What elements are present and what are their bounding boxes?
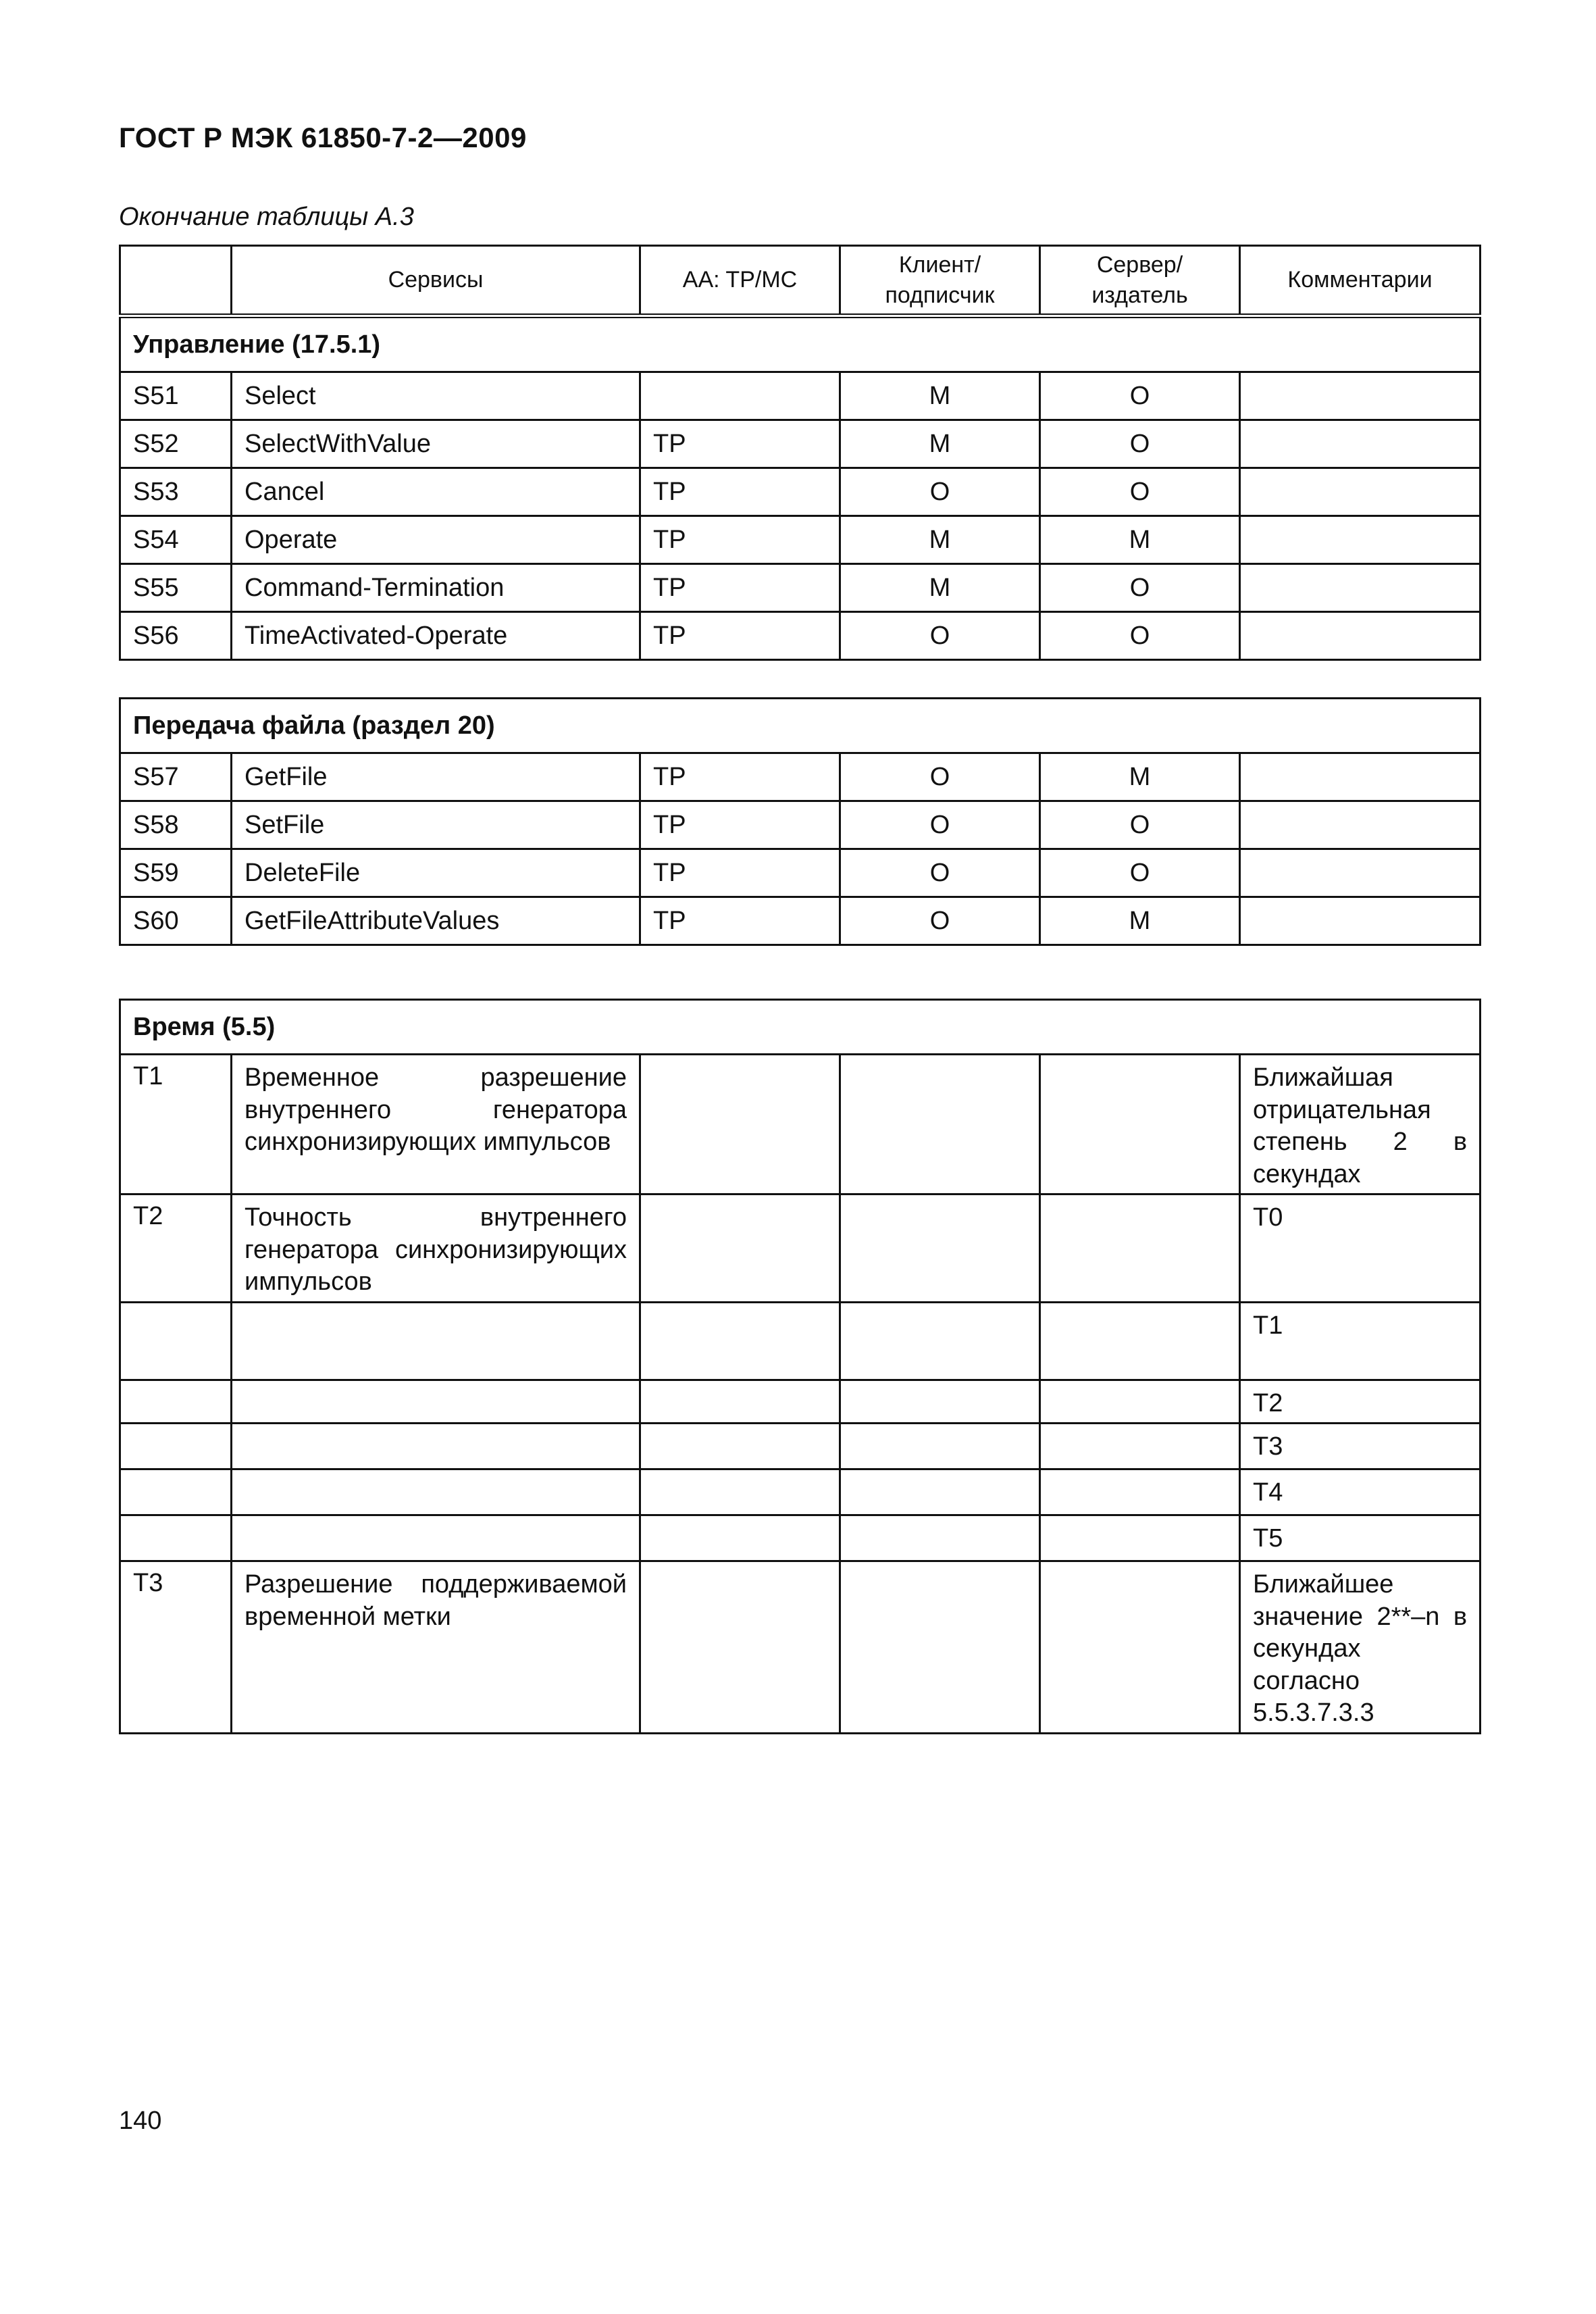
- cell-comment: Ближайшая отрицательная степень 2 в секундах: [1240, 1055, 1481, 1194]
- cell-server: O: [1040, 372, 1240, 420]
- cell-service: Command-Termination: [232, 564, 640, 612]
- cell-service: Точность внутреннего генератора синхронизирующих импульсов: [232, 1194, 640, 1303]
- cell-service: [232, 1380, 640, 1424]
- cell-service: GetFileAttributeValues: [232, 897, 640, 945]
- header-cell-aa: AA: TP/MC: [640, 246, 840, 316]
- cell-id: [120, 1380, 232, 1424]
- cell-id: S57: [120, 753, 232, 801]
- cell-client: [840, 1302, 1040, 1380]
- cell-service: Cancel: [232, 468, 640, 516]
- cell-client: [840, 1194, 1040, 1303]
- cell-server: [1040, 1380, 1240, 1424]
- cell-service: Operate: [232, 516, 640, 564]
- cell-aa: TP: [640, 849, 840, 897]
- table-row: [120, 753, 1481, 801]
- table-row: [120, 897, 1481, 945]
- cell-client: O: [840, 801, 1040, 849]
- cell-comment: [1240, 564, 1481, 612]
- cell-client: O: [840, 897, 1040, 945]
- cell-server: M: [1040, 516, 1240, 564]
- cell-service: [232, 1424, 640, 1469]
- table-row: [120, 1055, 1481, 1194]
- cell-service: SetFile: [232, 801, 640, 849]
- cell-server: O: [1040, 468, 1240, 516]
- cell-server: O: [1040, 420, 1240, 468]
- cell-id: S58: [120, 801, 232, 849]
- cell-server: [1040, 1424, 1240, 1469]
- cell-client: [840, 1469, 1040, 1515]
- table-row: [120, 1302, 1481, 1380]
- cell-id: T2: [120, 1194, 232, 1303]
- cell-client: [840, 1055, 1040, 1194]
- cell-server: O: [1040, 612, 1240, 660]
- header-cell-comments: Комментарии: [1240, 246, 1481, 316]
- table-header-row: [120, 246, 1481, 316]
- cell-id: S56: [120, 612, 232, 660]
- cell-server: [1040, 1469, 1240, 1515]
- cell-comment: T3: [1240, 1424, 1481, 1469]
- cell-client: [840, 1424, 1040, 1469]
- cell-aa: TP: [640, 897, 840, 945]
- table-row: [120, 1194, 1481, 1303]
- table-caption: Окончание таблицы А.3: [119, 203, 414, 231]
- cell-comment: [1240, 612, 1481, 660]
- cell-aa: [640, 1380, 840, 1424]
- cell-client: O: [840, 468, 1040, 516]
- cell-service: SelectWithValue: [232, 420, 640, 468]
- table-row: [120, 1561, 1481, 1734]
- table-row: [120, 420, 1481, 468]
- cell-client: M: [840, 516, 1040, 564]
- cell-client: O: [840, 612, 1040, 660]
- header-cell-id: [120, 246, 232, 316]
- cell-aa: TP: [640, 420, 840, 468]
- cell-id: S59: [120, 849, 232, 897]
- cell-comment: [1240, 801, 1481, 849]
- section-heading-row: [120, 1000, 1481, 1055]
- cell-service: Select: [232, 372, 640, 420]
- cell-aa: TP: [640, 753, 840, 801]
- section-heading: Управление (17.5.1): [120, 316, 1481, 372]
- cell-id: [120, 1424, 232, 1469]
- cell-aa: [640, 1302, 840, 1380]
- cell-aa: [640, 1194, 840, 1303]
- cell-aa: [640, 1055, 840, 1194]
- cell-service: [232, 1515, 640, 1561]
- section-heading: Передача файла (раздел 20): [120, 699, 1481, 753]
- header-cell-server: Сервер/ издатель: [1040, 246, 1240, 316]
- section-heading-row: [120, 699, 1481, 753]
- page-number: 140: [119, 2107, 162, 2135]
- header-cell-services: Сервисы: [232, 246, 640, 316]
- cell-aa: [640, 1561, 840, 1734]
- cell-service: [232, 1469, 640, 1515]
- cell-service: Временное разрешение внутреннего генератора синхронизирующих импульсов: [232, 1055, 640, 1194]
- cell-service: Разрешение поддерживаемой временной метки: [232, 1561, 640, 1734]
- table-row: [120, 801, 1481, 849]
- table-time-section: [119, 999, 1481, 1734]
- cell-comment: T2: [1240, 1380, 1481, 1424]
- table-row: [120, 468, 1481, 516]
- cell-aa: TP: [640, 516, 840, 564]
- cell-aa: TP: [640, 801, 840, 849]
- cell-aa: TP: [640, 612, 840, 660]
- table-row: [120, 1515, 1481, 1561]
- cell-comment: [1240, 516, 1481, 564]
- cell-comment: [1240, 468, 1481, 516]
- cell-server: M: [1040, 753, 1240, 801]
- cell-comment: [1240, 372, 1481, 420]
- cell-comment: T4: [1240, 1469, 1481, 1515]
- cell-id: S52: [120, 420, 232, 468]
- cell-comment: T5: [1240, 1515, 1481, 1561]
- cell-id: S54: [120, 516, 232, 564]
- table-row: [120, 849, 1481, 897]
- table-row: [120, 516, 1481, 564]
- cell-aa: TP: [640, 564, 840, 612]
- table-row: [120, 564, 1481, 612]
- cell-aa: [640, 372, 840, 420]
- table-control-section: [119, 245, 1481, 661]
- section-heading-row: [120, 316, 1481, 372]
- cell-service: TimeActivated-Operate: [232, 612, 640, 660]
- cell-server: [1040, 1302, 1240, 1380]
- cell-comment: T1: [1240, 1302, 1481, 1380]
- cell-aa: [640, 1515, 840, 1561]
- cell-client: [840, 1380, 1040, 1424]
- cell-id: S53: [120, 468, 232, 516]
- table-row: [120, 1424, 1481, 1469]
- cell-client: M: [840, 564, 1040, 612]
- cell-comment: [1240, 849, 1481, 897]
- header-cell-client: Клиент/ подписчик: [840, 246, 1040, 316]
- cell-id: [120, 1469, 232, 1515]
- cell-service: DeleteFile: [232, 849, 640, 897]
- cell-client: [840, 1561, 1040, 1734]
- cell-id: [120, 1302, 232, 1380]
- cell-server: O: [1040, 801, 1240, 849]
- cell-server: M: [1040, 897, 1240, 945]
- table-row: [120, 612, 1481, 660]
- cell-id: S60: [120, 897, 232, 945]
- cell-aa: [640, 1424, 840, 1469]
- cell-server: O: [1040, 564, 1240, 612]
- cell-comment: Ближайшее значение 2**–n в секундах согласно 5.5.3.7.3.3: [1240, 1561, 1481, 1734]
- cell-client: O: [840, 753, 1040, 801]
- table-row: [120, 1380, 1481, 1424]
- table-row: [120, 372, 1481, 420]
- cell-comment: [1240, 420, 1481, 468]
- cell-server: O: [1040, 849, 1240, 897]
- cell-service: GetFile: [232, 753, 640, 801]
- cell-id: T1: [120, 1055, 232, 1194]
- cell-server: [1040, 1055, 1240, 1194]
- cell-client: O: [840, 849, 1040, 897]
- cell-server: [1040, 1561, 1240, 1734]
- cell-id: [120, 1515, 232, 1561]
- table-row: [120, 1469, 1481, 1515]
- cell-id: S51: [120, 372, 232, 420]
- cell-aa: TP: [640, 468, 840, 516]
- cell-id: S55: [120, 564, 232, 612]
- cell-service: [232, 1302, 640, 1380]
- cell-server: [1040, 1515, 1240, 1561]
- cell-id: T3: [120, 1561, 232, 1734]
- table-file-section: [119, 697, 1481, 946]
- cell-client: M: [840, 372, 1040, 420]
- cell-aa: [640, 1469, 840, 1515]
- section-heading: Время (5.5): [120, 1000, 1481, 1055]
- cell-comment: T0: [1240, 1194, 1481, 1303]
- cell-comment: [1240, 753, 1481, 801]
- standard-title: ГОСТ Р МЭК 61850-7-2—2009: [119, 122, 527, 153]
- cell-client: M: [840, 420, 1040, 468]
- cell-comment: [1240, 897, 1481, 945]
- cell-client: [840, 1515, 1040, 1561]
- cell-server: [1040, 1194, 1240, 1303]
